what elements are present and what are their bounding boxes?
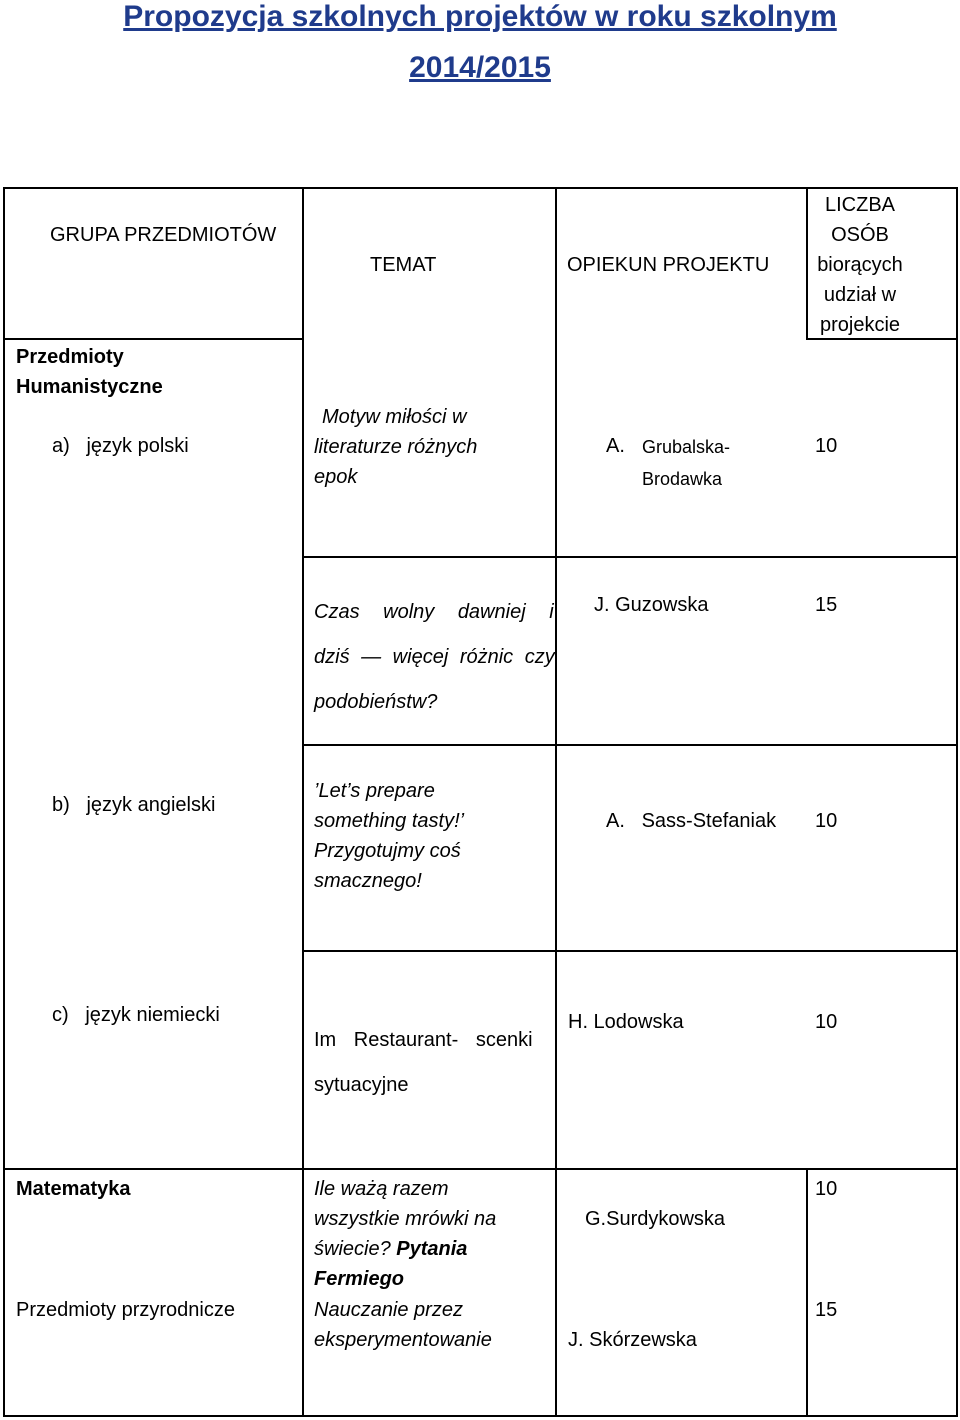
header-group: GRUPA PRZEDMIOTÓW [50,224,277,246]
count-polish-2: 15 [815,594,838,616]
row-sep-polish-1 [302,556,958,558]
topic-german: Im Restaurant- scenki sytuacyjne [314,1029,533,1096]
row-sep-german [3,1168,958,1170]
supervisor-polish-1: Grubalska- Brodawka [642,437,731,489]
supervisor-math: G.Surdykowska [585,1208,726,1230]
subject-german: c) język niemiecki [52,1004,220,1026]
humanities-label: Przedmioty Humanistyczne [16,346,163,398]
count-science: 15 [815,1299,838,1321]
supervisor-english: A. Sass-Stefaniak [606,810,777,832]
supervisor-polish-1-initial: A. [606,435,625,457]
table-border-left [3,187,5,1417]
topic-english: ’Let’s prepare something tasty!’ Przygotujmy coś smacznego! [314,780,465,892]
col-sep-2 [555,187,557,1417]
col-sep-1 [302,187,304,1417]
supervisor-polish-2: J. Guzowska [594,594,709,616]
page-title-year: 2014/2015 [409,51,551,84]
row-sep-polish-2 [302,744,958,746]
subject-english: b) język angielski [52,794,216,816]
count-polish-1: 10 [815,435,838,457]
supervisor-german: H. Lodowska [568,1011,684,1033]
header-count: LICZBA OSÓB biorących udział w projekcie [817,194,903,336]
row-sep-english [302,950,958,952]
topic-science: Nauczanie przez eksperymentowanie [314,1299,492,1351]
count-german: 10 [815,1011,838,1033]
header-supervisor: OPIEKUN PROJEKTU [567,254,770,276]
topic-polish-2: Czas wolny dawniej i dziś — więcej różnic czy podobieństw? [314,601,555,713]
header-topic: TEMAT [370,254,437,276]
table-border-top [3,187,958,189]
count-english: 10 [815,810,838,832]
count-math: 10 [815,1178,838,1200]
col-sep-3b [806,1168,808,1417]
table-border-right [956,187,958,1417]
subject-science: Przedmioty przyrodnicze [16,1299,235,1321]
topic-polish-1: Motyw miłości w literaturze różnych epok [314,406,478,488]
supervisor-science: J. Skórzewska [568,1329,697,1351]
row-sep-header-left [3,338,303,340]
subject-math: Matematyka [16,1178,131,1200]
topic-math: Ile ważą razem wszystkie mrówki na świecie? Pytania Fermiego [314,1178,497,1290]
page-title: Propozycja szkolnych projektów w roku szkolnym [123,0,837,33]
table-border-bottom [3,1415,958,1417]
subject-polish: a) język polski [52,435,189,457]
